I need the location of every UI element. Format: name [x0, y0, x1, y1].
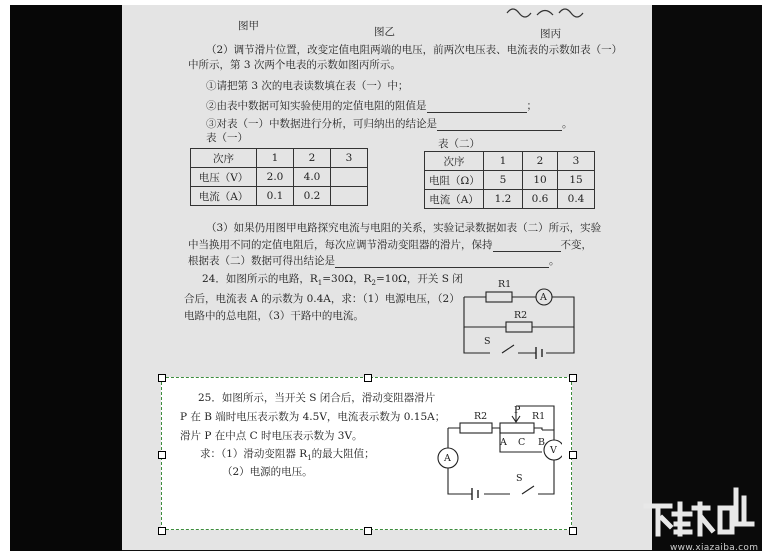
q25-p-label: P: [514, 405, 521, 416]
q2-line1: （2）调节滑片位置，改变定值电阻两端的电压，前两次电压表、电流表的示数如表（一）: [206, 44, 623, 56]
r2-resistor: [460, 423, 492, 433]
table-row: [191, 187, 368, 206]
table-cell: 2: [294, 149, 331, 168]
top-figure-fragment: [497, 5, 607, 23]
table-cell: 15: [558, 171, 595, 190]
table-cell: 0.1: [257, 187, 294, 206]
table1-title: 表（一）: [206, 132, 248, 144]
watermark-url: www.xiazaiba.com: [670, 543, 759, 553]
table-cell: 0.6: [523, 190, 558, 209]
q25-switch-label: S: [516, 473, 523, 484]
watermark-logo: [640, 478, 760, 538]
table-cell: 次序: [191, 149, 257, 168]
r1-resistor: [486, 292, 512, 302]
q25-line2: P 在 B 端时电压表示数为 4.5V，电流表示数为 0.15A；: [180, 411, 446, 423]
table-cell: 1: [484, 152, 523, 171]
table-row: [191, 168, 368, 187]
q25-line4: 求：（1）滑动变阻器 $R_1$的最大阻值；: [200, 448, 375, 463]
q2-line2: 中所示，第 3 次两个电表的示数如图丙所示。: [188, 59, 401, 71]
resize-handle-top[interactable]: [364, 374, 372, 382]
fig-b-label: 图乙: [374, 26, 395, 38]
resize-handle-top-right[interactable]: [569, 374, 577, 382]
q25-line5: （2）电源的电压。: [222, 466, 313, 478]
table-cell: 4.0: [294, 168, 331, 187]
table-cell: 电阻（Ω）: [425, 171, 484, 190]
resize-handle-top-left[interactable]: [158, 374, 166, 382]
q25-voltmeter-label: V: [550, 445, 557, 456]
r1-rheostat: [500, 423, 534, 433]
table-cell: 0.4: [558, 190, 595, 209]
table-cell: 0.2: [294, 187, 331, 206]
q24-line2: 合后，电流表 A 的示数为 0.4A，求：（1）电源电压，（2）: [184, 293, 460, 305]
table-row: [191, 149, 368, 168]
q24-ammeter-label: A: [540, 292, 547, 303]
table2: [424, 151, 595, 209]
q25-a-point-label: A: [500, 437, 507, 448]
table-cell: 次序: [425, 152, 484, 171]
q24-r1-label: R1: [498, 279, 512, 290]
q3-line3: 根据表（二）数据可得出结论是 。: [188, 255, 560, 267]
q3-line1: （3）如果仍用图甲电路探究电流与电阻的关系，实验记录数据如表（二）所示，实验: [206, 222, 602, 234]
table-cell: [331, 187, 368, 206]
photo-right-edge: [652, 5, 762, 551]
table-row: [425, 190, 595, 209]
resize-handle-right[interactable]: [569, 451, 577, 459]
table-cell: 5: [484, 171, 523, 190]
q25-r2-label: R2: [474, 411, 488, 422]
selection-box[interactable]: [161, 377, 572, 530]
q24-line1: 24．如图所示的电路，$R_1=30\Omega$，$R_2=10\Omega$，开关 S 闭: [202, 273, 463, 288]
table-cell: 2.0: [257, 168, 294, 187]
resize-handle-left[interactable]: [158, 451, 166, 459]
table-cell: 电流（A）: [425, 190, 484, 209]
table-cell: 3: [558, 152, 595, 171]
q25-line1: 25．如图所示，当开关 S 闭合后，滑动变阻器滑片: [198, 392, 436, 404]
q2-item3: ③对表（一）中数据进行分析，可归纳出的结论是 。: [206, 118, 573, 130]
table-cell: 电流（A）: [191, 187, 257, 206]
r2-resistor: [506, 322, 532, 332]
q2-item2: ②由表中数据可知实验使用的定值电阻的阻值是 ；: [206, 100, 537, 112]
table-cell: 10: [523, 171, 558, 190]
table-cell: 1.2: [484, 190, 523, 209]
q24-line3: 电路中的总电阻，（3）干路中的电流。: [184, 310, 364, 322]
table-cell: 3: [331, 149, 368, 168]
table-cell: [331, 168, 368, 187]
table-cell: 1: [257, 149, 294, 168]
q25-c-point-label: C: [518, 437, 526, 448]
table-row: [425, 171, 595, 190]
resize-handle-bottom[interactable]: [364, 527, 372, 535]
q25-r1-label: R1: [532, 411, 546, 422]
q24-r2-label: R2: [514, 310, 528, 321]
photo-left-edge: [10, 5, 122, 551]
table-cell: 2: [523, 152, 558, 171]
q25-b-point-label: B: [538, 437, 545, 448]
q25-ammeter-label: A: [444, 453, 451, 464]
q25-line3: 滑片 P 在中点 C 时电压表示数为 3V。: [180, 430, 363, 442]
q24-switch-label: S: [484, 336, 491, 347]
fig-c-label: 图丙: [540, 28, 561, 40]
table2-title: 表（二）: [438, 138, 480, 150]
fig-a-label: 图甲: [238, 20, 259, 32]
table1: [190, 148, 368, 206]
q2-item1: ①请把第 3 次的电表读数填在表（一）中；: [206, 80, 409, 92]
table-row: [425, 152, 595, 171]
q3-line2: 中当换用不同的定值电阻后，每次应调节滑动变阻器的滑片，保持 不变，: [188, 239, 592, 251]
resize-handle-bottom-left[interactable]: [158, 527, 166, 535]
table-cell: 电压（V）: [191, 168, 257, 187]
resize-handle-bottom-right[interactable]: [569, 527, 577, 535]
